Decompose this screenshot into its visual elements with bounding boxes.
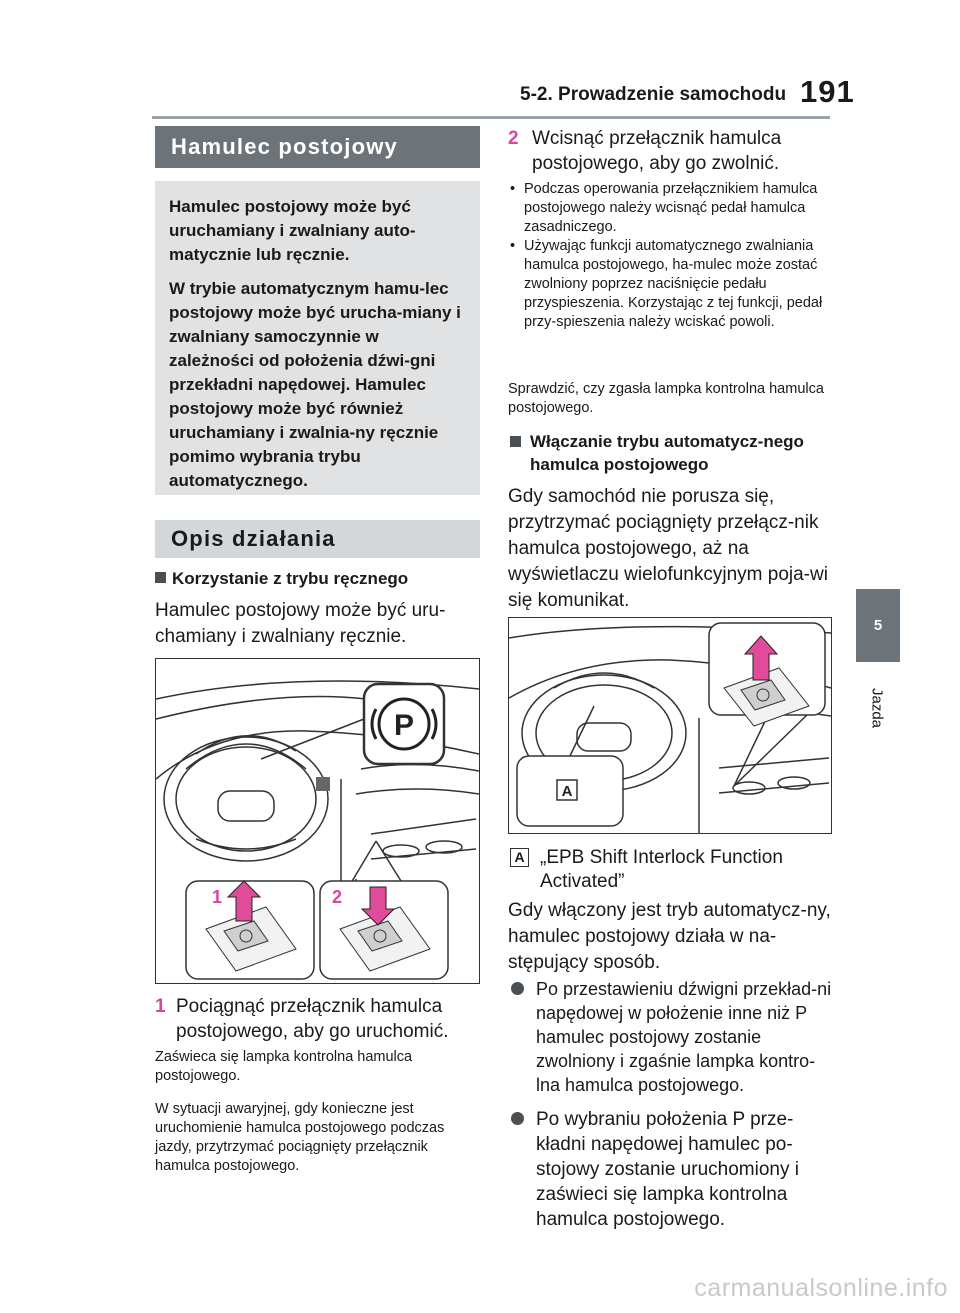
callout-text: „EPB Shift Interlock Function Activated” (540, 847, 783, 892)
dashboard-illustration (156, 659, 479, 983)
check-note: Sprawdzić, czy zgasła lampka kontrolna hamulca postojowego. (508, 381, 824, 416)
square-bullet-icon (510, 436, 521, 447)
dot-item-text: Po wybraniu położenia P prze-kładni napędowej hamulec po-stojowy zostanie uruchomiony i zaświeci się lampka kontrolna hamulca postojowego. (536, 1109, 799, 1230)
dot-item-text: Po przestawieniu dźwigni przekład-ni napędowej w położenie inne niż P hamulec postojowy zostanie zwolniony i zgaśnie lampka kontro-lna hamulca postojowego. (536, 979, 832, 1095)
step-2 (508, 126, 833, 176)
bullet-item: • Podczas operowania przełącznikiem hamulca postojowego należy wcisnąć pedał hamulca zasadniczego. (508, 180, 833, 237)
page-number: 191 (800, 74, 855, 109)
step-number: 2 (508, 128, 519, 149)
auto-result: Gdy włączony jest tryb automatycz-ny, hamulec postojowy działa w na-stępujący sposób. (508, 900, 831, 973)
note-emergency: W sytuacji awaryjnej, gdy konieczne jest uruchomienie hamulca postojowego podczas jazdy, przytrzymać pociągnięty przełącznik hamulca postojowego. (155, 1101, 445, 1174)
step-text: Wcisnąć przełącznik hamulca postojowego, aby go zwolnić. (532, 128, 782, 174)
round-bullet-icon (511, 1112, 524, 1125)
illustration-label-2: 2 (332, 887, 343, 907)
illustration-auto-mode (508, 617, 832, 834)
chapter-tab: 5 (856, 589, 900, 662)
subsection-manual-text: Korzystanie z trybu ręcznego (172, 569, 409, 588)
section-title-parking-brake (155, 126, 480, 168)
subsection-auto-title (508, 430, 833, 476)
note-indicator: Zaświeca się lampka kontrolna hamulca postojowego. (155, 1049, 413, 1084)
p-symbol-large: P (393, 709, 415, 742)
square-bullet-icon (155, 572, 166, 583)
dot-item (508, 1107, 833, 1232)
section-title-text: Hamulec postojowy (171, 134, 398, 159)
dashboard-illustration-2 (509, 618, 831, 833)
dot-list (508, 977, 833, 1232)
dot-item (508, 977, 833, 1097)
bullet-item: • Używając funkcji automatycznego zwalniania hamulca postojowego, ha-mulec może zostać zwolniony poprzez naciśnięcie pedału przyspieszenia. Korzystając z tej funkcji, pedał przy-spieszenia należy wciskać powoli. (508, 237, 833, 332)
subsection-manual-title (155, 567, 485, 590)
auto-body: Gdy samochód nie porusza się, przytrzymać pociągnięty przełącz-nik hamulca postojowego, aż na wyświetlaczu wielofunkcyjnym poja-wi się komunikat. (508, 486, 828, 611)
intro-paragraph-1: Hamulec postojowy może być uruchamiany i zwalniany auto-matycznie lub ręcznie. (169, 197, 416, 264)
callout-caption (508, 846, 833, 894)
section-title-text: Opis działania (171, 526, 336, 551)
bullet-list (508, 180, 833, 332)
center-vent (316, 777, 330, 791)
chapter-label (862, 678, 892, 738)
step-text: Pociągnąć przełącznik hamulca postojowego, aby go uruchomić. (176, 996, 449, 1042)
step-number: 1 (155, 996, 166, 1017)
illustration-label-1: 1 (212, 887, 223, 907)
running-header-section: 5-2. Prowadzenie samochodu (520, 84, 787, 105)
subsection-auto-text: Włączanie trybu automatycz-nego hamulca postojowego (530, 432, 804, 474)
step-1 (155, 994, 480, 1044)
intro-box (155, 181, 480, 495)
section-title-operation (155, 520, 480, 558)
chapter-name: Jazda (868, 687, 886, 729)
round-bullet-icon (511, 982, 524, 995)
callout-letter-a: A (561, 783, 573, 800)
manual-body: Hamulec postojowy może być uru-chamiany i zwalniany ręcznie. (155, 600, 446, 647)
watermark: carmanualsonline.info (694, 1274, 948, 1302)
callout-box-a: A (510, 848, 529, 867)
header-rule (152, 116, 830, 119)
intro-paragraph-2: W trybie automatycznym hamu-lec postojowy może być urucha-miany i zwalniany samoczynnie w zależności od położenia dźwi-gni przekładni napędowej. Hamulec postojowy może być również uruchamiany i zwalnia-ny ręcznie pomimo wybrania trybu automatycznego. (169, 279, 461, 490)
illustration-manual-mode (155, 658, 480, 984)
